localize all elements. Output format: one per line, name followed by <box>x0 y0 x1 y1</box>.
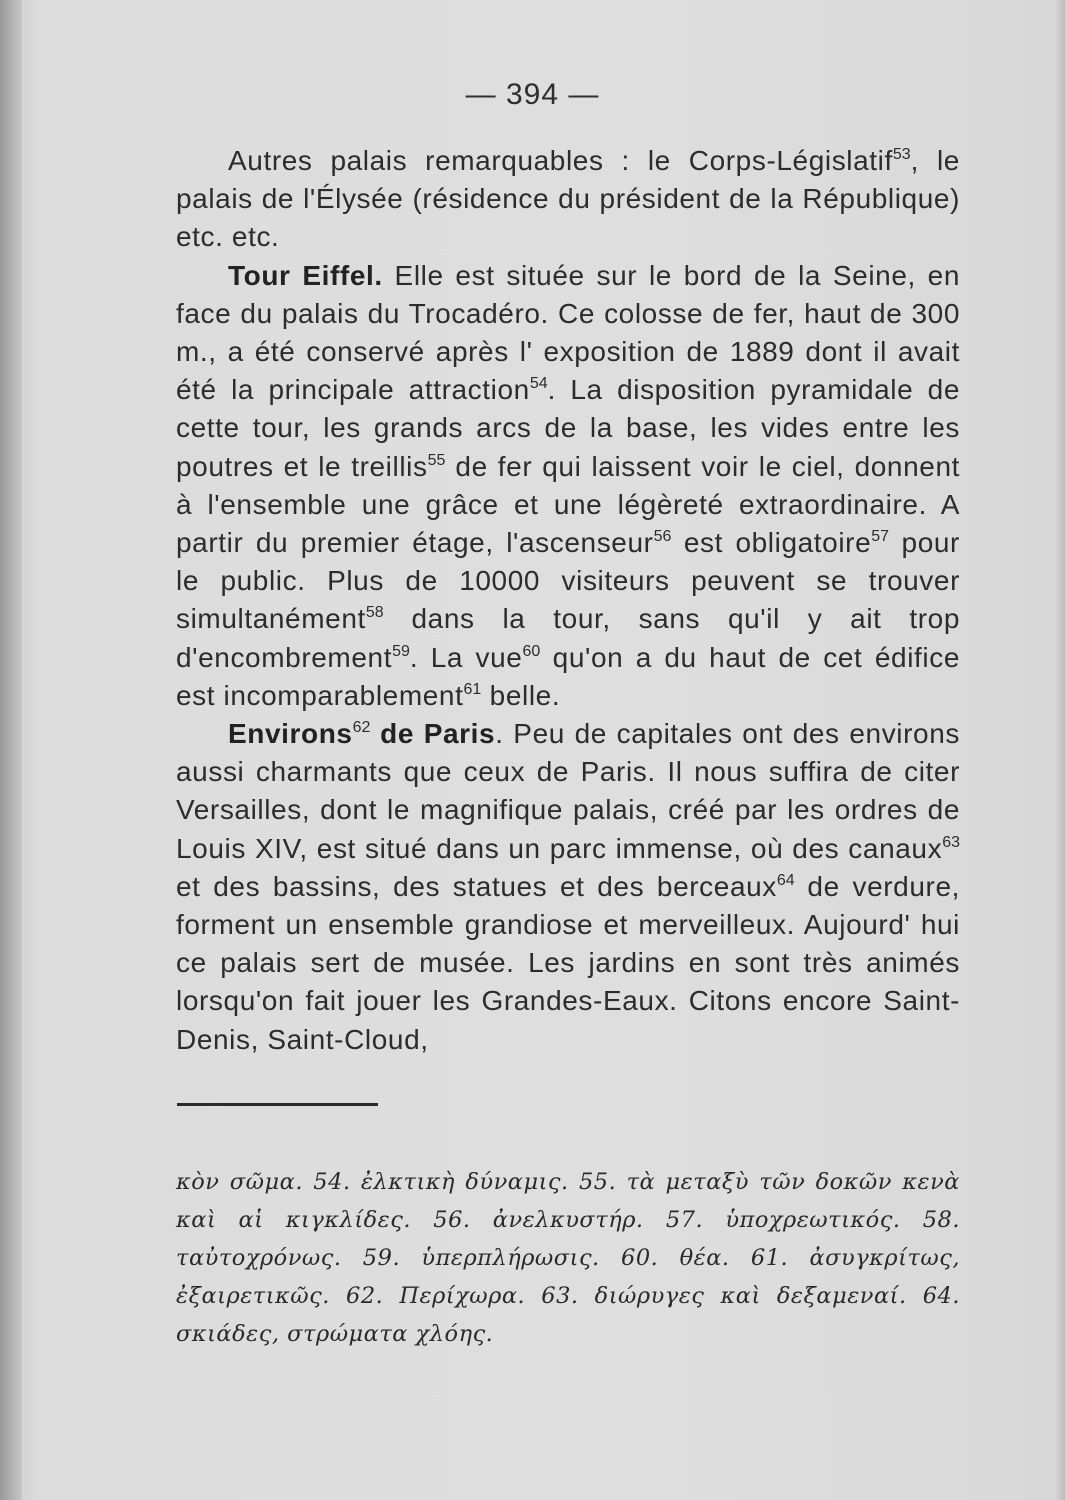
page-number: — 394 — <box>465 78 600 111</box>
footnote-ref: 55 <box>427 451 446 469</box>
section-heading: de Paris <box>370 718 496 750</box>
footnote-ref: 64 <box>776 871 795 889</box>
paragraph-text: , le palais de l'Élysée (résidence du président de la République) etc. etc. <box>176 145 960 253</box>
section-heading: Environs <box>228 718 353 750</box>
paragraph-text: de fer qui laissent voir le ciel, donnent à l'ensemble une grâce et une légèreté extraordinaire. A partir du premier étage, l'ascenseur <box>176 450 960 559</box>
paragraph-text: qu'on a du haut de cet édifice est incomparablement <box>176 641 960 711</box>
paragraph-text: . La disposition pyramidale de cette tour, les grands arcs de la base, les vides entre les poutres et le treillis <box>176 374 960 482</box>
body-text <box>176 142 960 1059</box>
paragraph-text: est obligatoire <box>671 527 872 559</box>
paragraph-text: pour le public. Plus de 10000 visiteurs peuvent se trouver simultanément <box>176 527 960 635</box>
paragraph-tour-eiffel <box>176 257 960 715</box>
footnote-ref: 53 <box>892 146 911 163</box>
paragraph-text: Elle est située sur le bord de la Seine, en face du palais du Trocadéro. Ce colosse de fer, haut de 300 m., a été conservé après l' exposition de 1889 dont il avait été la principale attraction <box>176 259 961 406</box>
paragraph-text: de verdure, forment un ensemble grandiose et merveilleux. Aujourd' hui ce palais sert de musée. Les jardins en sont très animés lorsqu'on fait jouer les Grandes-Eaux. Citons encore Saint-Denis, Saint-Cloud, <box>176 870 960 1055</box>
footnote-ref: 57 <box>871 528 890 546</box>
footnotes <box>176 1163 960 1353</box>
footnote-ref: 60 <box>522 642 541 660</box>
paragraph-text: belle. <box>481 679 561 711</box>
footnote-ref: 62 <box>352 719 371 737</box>
footnote-ref: 56 <box>653 528 672 546</box>
page-edge <box>1055 0 1065 1500</box>
footnote-ref: 61 <box>463 680 482 698</box>
binding-shadow <box>0 0 22 1500</box>
footnote-divider <box>177 1103 378 1106</box>
footnote-ref: 63 <box>942 833 960 851</box>
footnotes-text: κὸν σῶμα. 54. ἐλκτικὴ δύναμις. 55. τὰ μεταξὺ τῶν δοκῶν κενὰ καὶ αἱ κιγκλίδες. 56. ἀνελκυστήρ. 57. ὑποχρεωτικός. 58. ταὐτοχρόνως. 59. ὑπερπλήρωσις. 60. θέα. 61. ἀσυγκρίτως, ἐξαιρετικῶς. 62. Περίχωρα. 63. διώρυγες καὶ δεξαμεναί. 64. σκιάδες, στρώματα χλόης. <box>176 1169 960 1347</box>
paragraph-text: Autres palais remarquables : le Corps-Législatif <box>228 145 893 176</box>
footnote-ref: 59 <box>392 642 410 660</box>
paragraph-text: . La vue <box>409 641 523 673</box>
paragraph-text: et des bassins, des statues et des berceaux <box>176 870 777 902</box>
paragraph-text: . Peu de capitales ont des environs aussi charmants que ceux de Paris. Il nous suffira de citer Versailles, dont le magnifique palais, créé par les ordres de Louis XIV, est situé dans un parc immense, où des canaux <box>176 718 960 864</box>
footnote-ref: 54 <box>529 375 548 393</box>
section-heading: Tour Eiffel. <box>228 259 383 291</box>
footnote-ref: 58 <box>365 604 384 622</box>
paragraph-text: dans la tour, sans qu'il y ait trop d'encombrement <box>176 603 960 673</box>
paragraph-palais <box>176 142 960 257</box>
paragraph-environs <box>176 715 960 1059</box>
